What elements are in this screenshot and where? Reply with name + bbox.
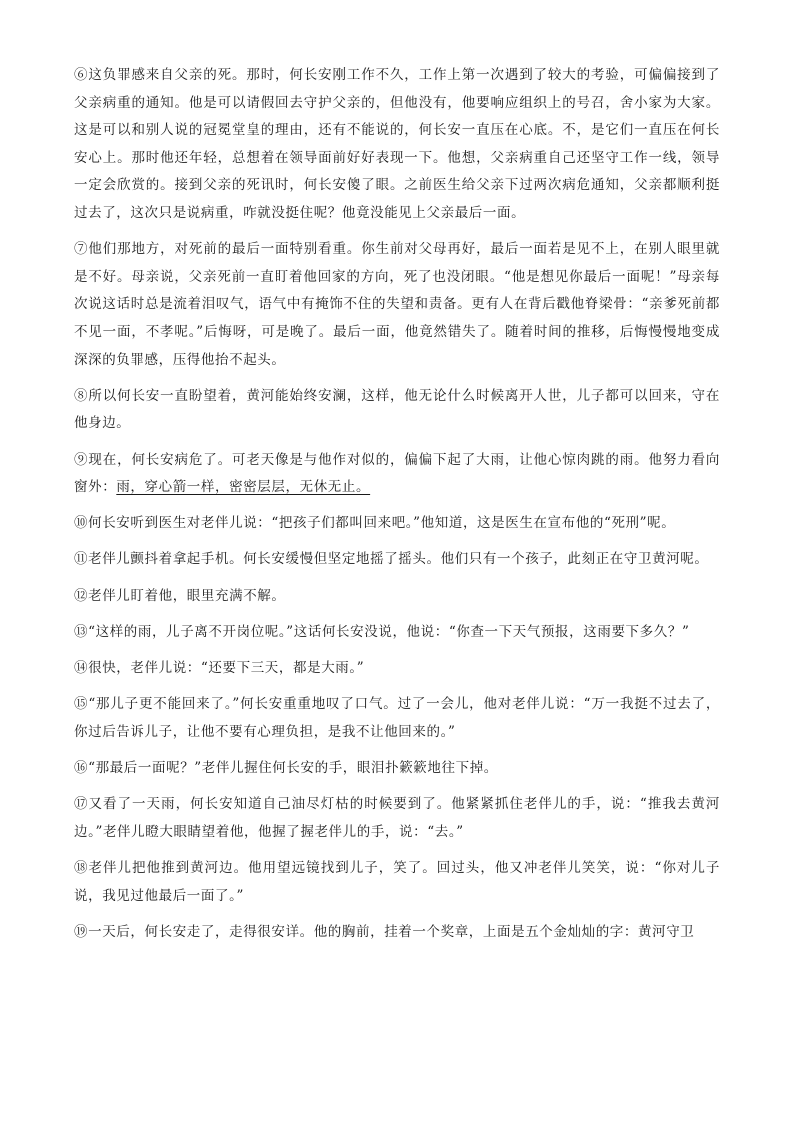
article-body (74, 62, 720, 955)
underlined-sentence: 雨，穿心箭一样，密密层层，无休无止。 (116, 479, 371, 496)
paragraph-13: ⑬“这样的雨，儿子离不开岗位呢。”这话何长安没说，他说：“你查一下天气预报，这雨要下多久？” (74, 623, 690, 640)
paragraph-12: ⑫老伴儿盯着他，眼里充满不解。 (74, 587, 286, 604)
paragraph-9-text: ⑨现在，何长安病危了。可老天像是与他作对似的，偏偏下起了大雨，让他心惊肉跳的雨。他努力看向窗外： (74, 451, 720, 496)
paragraph-14: ⑭很快，老伴儿说：“还要下三天，都是大雨。” (74, 660, 365, 677)
paragraph-15: ⑮“那儿子更不能回来了。”何长安重重地叹了口气。过了一会儿，他对老伴儿说：“万一我挺不过去了，你过后告诉儿子，让他不要有心理负担，是我不让他回来的。” (74, 696, 720, 740)
paragraph-19: ⑲一天后，何长安走了，走得很安详。他的胸前，挂着一个奖章，上面是五个金灿灿的字：黄河守卫 (74, 923, 695, 940)
paragraph-17: ⑰又看了一天雨，何长安知道自己油尽灯枯的时候要到了。他紧紧抓住老伴儿的手，说：“推我去黄河边。”老伴儿瞪大眼睛望着他，他握了握老伴儿的手，说：“去。” (74, 796, 720, 840)
paragraph-7: ⑦他们那地方，对死前的最后一面特别看重。你生前对父母再好，最后一面若是见不上，在别人眼里就是不好。母亲说，父亲死前一直盯着他回家的方向，死了也没闭眼。“他是想见你最后一面呢！”母亲每次说这话时总是流着泪叹气，语气中有掩饰不住的失望和责备。更有人在背后戳他脊梁骨：“亲爹死前都不见一面，不孝呢。”后悔呀，可是晚了。最后一面，他竟然错失了。随着时间的推移，后悔慢慢地变成深深的负罪感，压得他抬不起头。 (74, 241, 720, 368)
paragraph-9 (74, 447, 720, 502)
paragraph-10: ⑩何长安听到医生对老伴儿说：“把孩子们都叫回来吧。”他知道，这是医生在宣布他的“死刑”呢。 (74, 515, 676, 532)
paragraph-16: ⑯“那最后一面呢？”老伴儿握住何长安的手，眼泪扑簌簌地往下掉。 (74, 760, 498, 776)
paragraph-11: ⑪老伴儿颤抖着拿起手机。何长安缓慢但坚定地摇了摇头。他们只有一个孩子，此刻正在守卫黄河呢。 (74, 551, 709, 568)
paragraph-6: ⑥这负罪感来自父亲的死。那时，何长安刚工作不久，工作上第一次遇到了较大的考验，可偏偏接到了父亲病重的通知。他是可以请假回去守护父亲的，但他没有，他要响应组织上的号召，舍小家为大家。这是可以和别人说的冠冕堂皇的理由，还有不能说的，何长安一直压在心底。不，是它们一直压在何长安心上。那时他还年轻，总想着在领导面前好好表现一下。他想，父亲病重自己还坚守工作一线，领导一定会欣赏的。接到父亲的死讯时，何长安傻了眼。之前医生给父亲下过两次病危通知，父亲都顺利挺过去了，这次只是说病重，咋就没挺住呢？他竟没能见上父亲最后一面。 (74, 67, 720, 221)
paragraph-18: ⑱老伴儿把他推到黄河边。他用望远镜找到儿子，笑了。回过头，他又冲老伴儿笑笑，说：“你对儿子说，我见过他最后一面了。” (74, 859, 720, 904)
paragraph-8: ⑧所以何长安一直盼望着，黄河能始终安澜，这样，他无论什么时候离开人世，儿子都可以回来，守在他身边。 (74, 387, 720, 432)
